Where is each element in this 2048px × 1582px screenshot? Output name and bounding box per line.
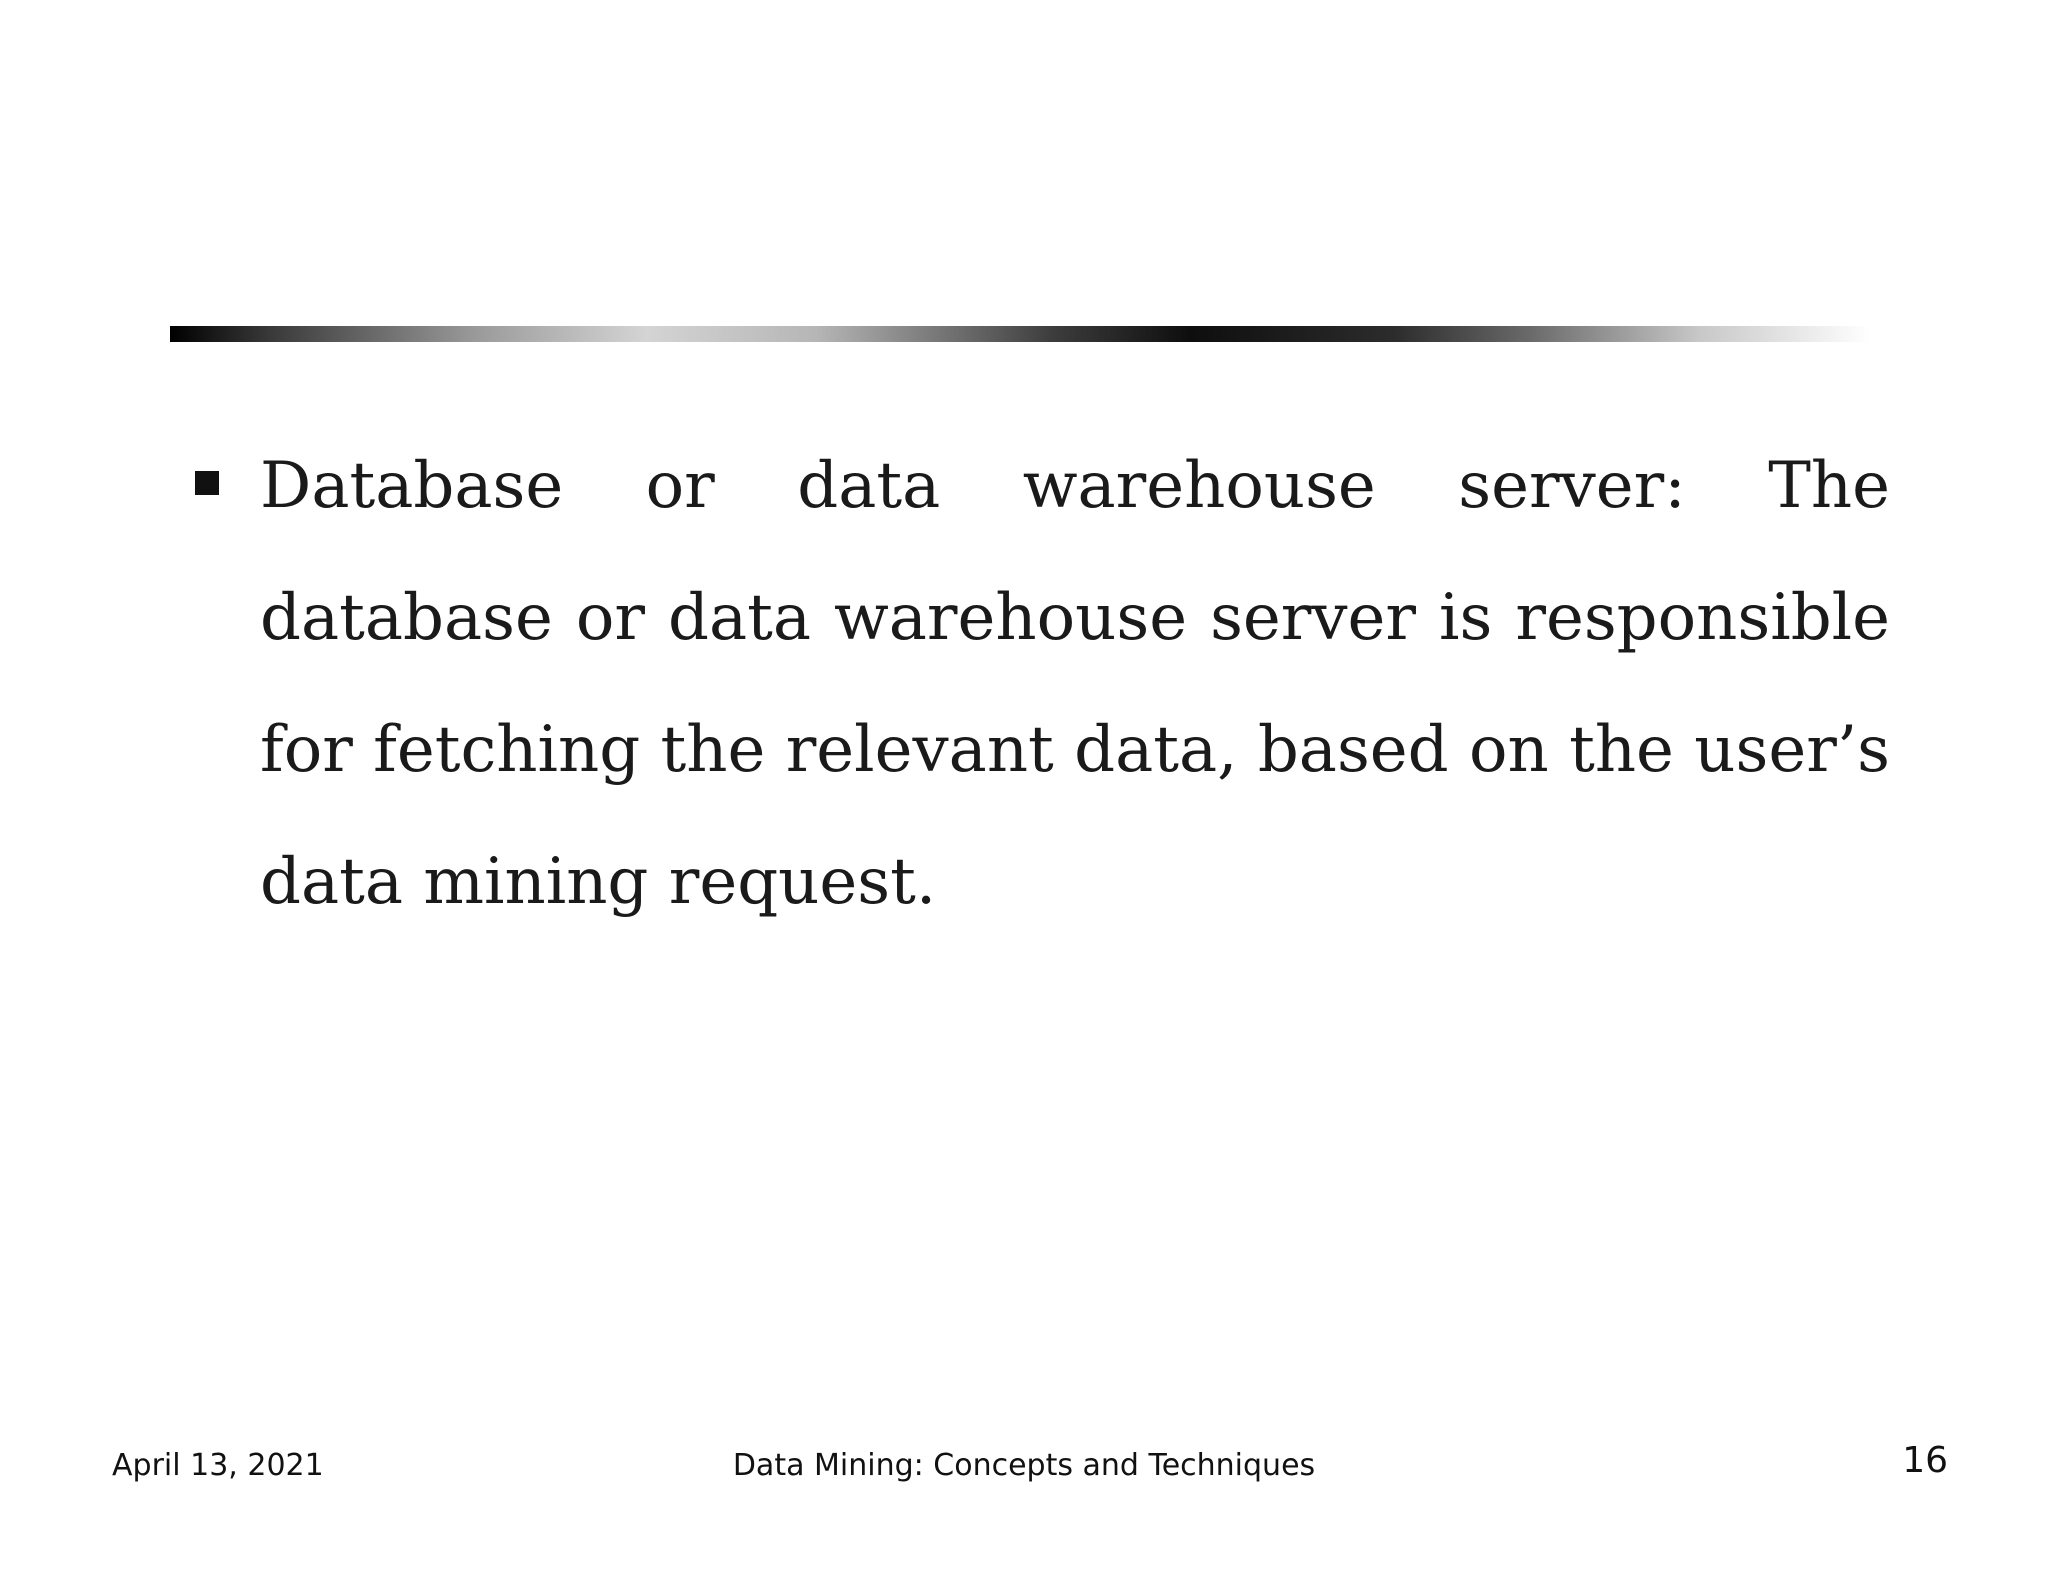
bullet-item xyxy=(260,420,1890,948)
page-number: 16 xyxy=(1902,1440,1948,1481)
footer-date: April 13, 2021 xyxy=(112,1448,324,1483)
square-bullet-icon xyxy=(195,471,219,495)
bullet-text: Database or data warehouse server: The database or data warehouse server is responsible for fetching the relevant data, based on the user’s data mining request. xyxy=(260,449,1890,919)
title-divider-bar xyxy=(170,326,1870,342)
footer-title: Data Mining: Concepts and Techniques xyxy=(732,1448,1316,1483)
